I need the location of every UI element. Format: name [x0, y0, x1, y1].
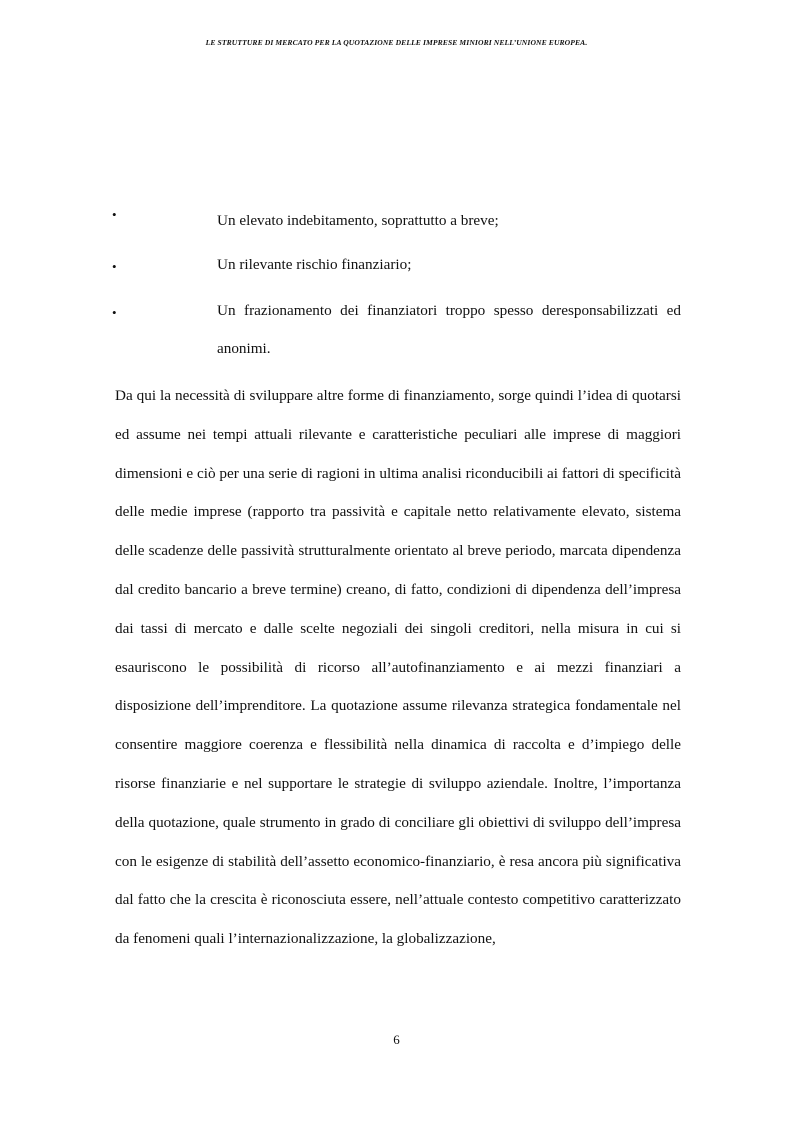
page-number: 6 — [393, 1032, 400, 1047]
bullet-item: Un rilevante rischio finanziario; — [217, 256, 412, 273]
bullet-marker: • — [112, 305, 117, 320]
running-header: LE STRUTTURE DI MERCATO PER LA QUOTAZIONE DELLE IMPRESE MINIORI NELL’UNIONE EUROPEA. — [205, 38, 588, 47]
bullet-marker: • — [112, 207, 117, 222]
body-paragraph: Da qui la necessità di sviluppare altre forme di finanziamento, sorge quindi l’idea di quotarsi ed assume nei tempi attuali rilevante e caratteristiche peculiari alle imprese di maggiori dimensioni e ciò per una serie di ragioni in ultima analisi riconducibili ai fattori di specificità delle medie imprese (rapporto tra passività e capitale netto relativamente elevato, sistema delle scadenze delle passività strutturalmente orientato al breve periodo, marcata dipendenza dal credito bancario a breve termine) creano, di fatto, condizioni di dipendenza dell’impresa dai tassi di mercato e dalle scelte negoziali dei singoli creditori, nella misura in cui si esauriscono le possibilità di ricorso all’autofinanziamento e ai mezzi finanziari a disposizione dell’imprenditore. La quotazione assume rilevanza strategica fondamentale nel consentire maggiore coerenza e flessibilità nella dinamica di raccolta e d’impiego delle risorse finanziarie e nel supportare le strategie di sviluppo aziendale. Inoltre, l’importanza della quotazione, quale strumento in grado di conciliare gli obiettivi di sviluppo dell’impresa con le esigenze di stabilità dell’assetto economico-finanziario, è resa ancora più significativa dal fatto che la crescita è riconosciuta essere, nell’attuale contesto competitivo caratterizzato da fenomeni quali l’internazionalizzazione, la globalizzazione, — [115, 387, 681, 948]
bullet-item: Un elevato indebitamento, soprattutto a breve; — [217, 212, 499, 229]
bullet-marker: • — [112, 259, 117, 274]
bullet-item: Un frazionamento dei finanziatori troppo spesso deresponsabilizzati ed anonimi. — [217, 302, 681, 357]
